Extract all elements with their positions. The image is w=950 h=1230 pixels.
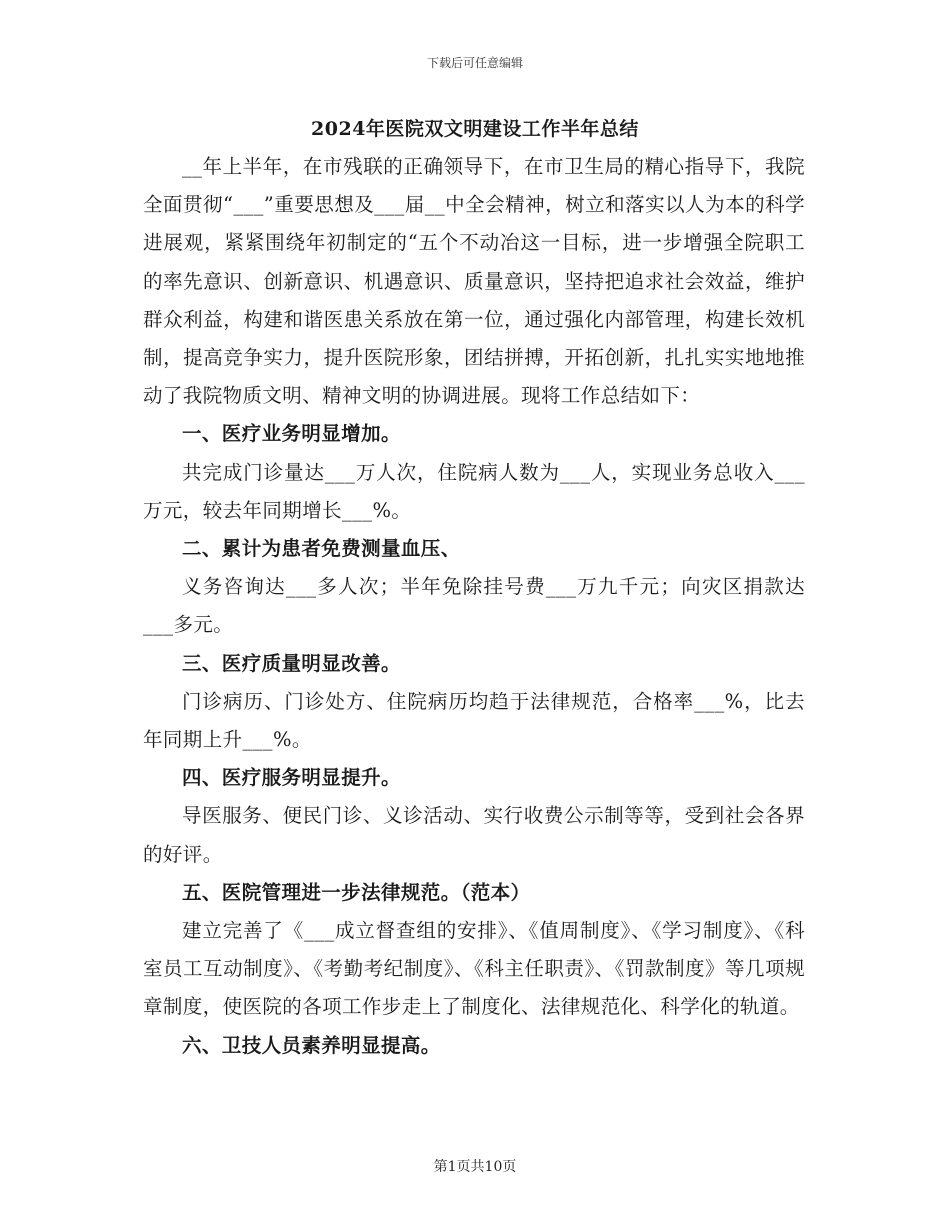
section-body-4: 导医服务、便民门诊、义诊活动、实行收费公示制等等，受到社会各界的好评。 xyxy=(143,804,805,866)
section-heading-1: 一、医疗业务明显增加。 xyxy=(182,422,401,446)
section-heading-5: 五、医院管理进一步法律规范。（范本） xyxy=(182,880,531,904)
page-number: 第1页共10页 xyxy=(433,1159,517,1175)
document-title: 2024年医院双文明建设工作半年总结 xyxy=(311,118,639,140)
download-note: 下载后可任意编辑 xyxy=(426,56,523,70)
section-body-5: 建立完善了《___成立督查组的安排》、《值周制度》、《学习制度》、《科室员工互动制度》、《考勤考纪制度》、《科主任职责》、《罚款制度》等几项规章制度，使医院的各项工作步走上了制度化、法律规范化、科学化的轨道。 xyxy=(143,919,805,1019)
section-heading-2: 二、累计为患者免费测量血压、 xyxy=(182,537,461,561)
section-body-1: 共完成门诊量达___万人次，住院病人数为___人，实现业务总收入___万元，较去年同期增长___%。 xyxy=(143,460,805,522)
intro-paragraph: __年上半年，在市残联的正确领导下，在市卫生局的精心指导下，我院全面贯彻“___”重要思想及___届__中全会精神，树立和落实以人为本的科学进展观，紧紧围绕年初制定的“五个不动冶这一目标，进一步增强全院职工的率先意识、创新意识、机遇意识、质量意识，坚持把追求社会效益，维护群众利益，构建和谐医患关系放在第一位，通过强化内部管理，构建长效机制，提高竞争实力，提升医院形象，团结拼搏，开拓创新，扎扎实实地地推动了我院物质文明、精神文明的协调进展。现将工作总结如下： xyxy=(143,155,805,408)
document-body xyxy=(143,148,805,1065)
section-body-3: 门诊病历、门诊处方、住院病历均趋于法律规范，合格率___%，比去年同期上升___%。 xyxy=(143,689,805,752)
section-heading-4: 四、医疗服务明显提升。 xyxy=(182,766,401,790)
section-body-2: 义务咨询达___多人次；半年免除挂号费___万九千元；向灾区捐款达___多元。 xyxy=(143,575,805,637)
section-heading-3: 三、医疗质量明显改善。 xyxy=(182,651,401,675)
section-heading-6: 六、卫技人员素养明显提高。 xyxy=(182,1033,441,1057)
